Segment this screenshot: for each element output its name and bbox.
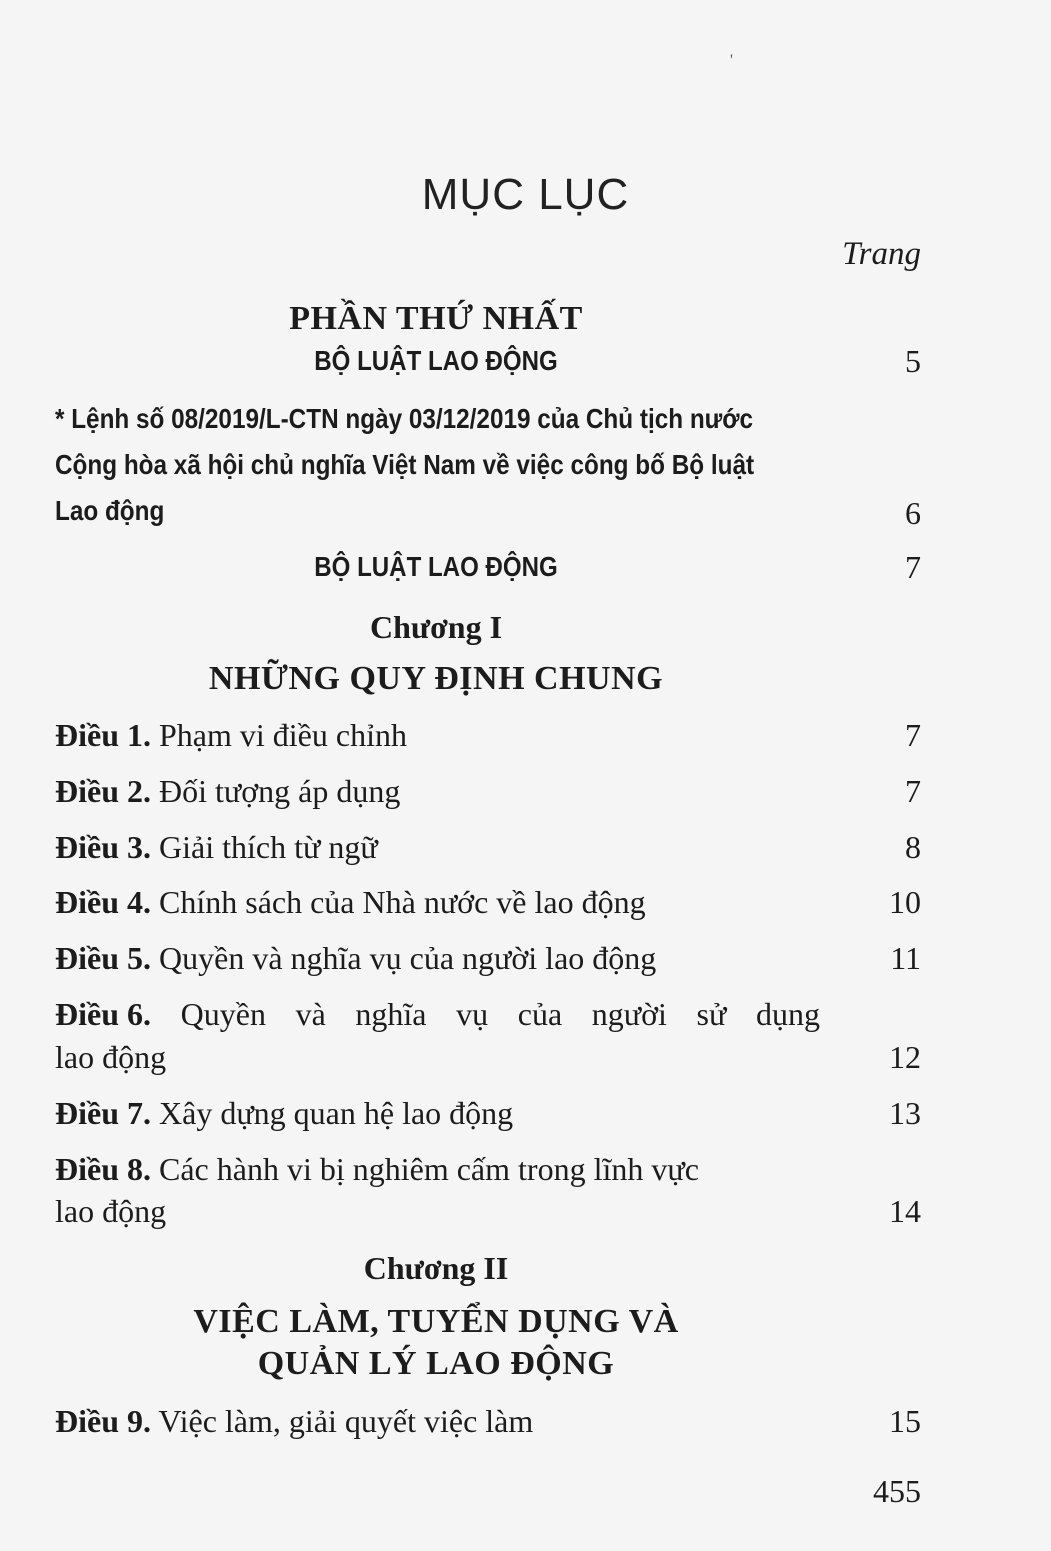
article-label: Điều 2. <box>55 773 151 809</box>
print-mark: ' <box>730 52 733 69</box>
article-word: nghĩa <box>355 996 427 1032</box>
article-title: Chính sách của Nhà nước về lao động <box>159 884 646 920</box>
article-title: Xây dựng quan hệ lao động <box>159 1095 514 1131</box>
article-word: của <box>517 996 563 1032</box>
order-note-line1: * Lệnh số 08/2019/L-CTN ngày 03/12/2019 của Chủ tịch nước <box>55 403 754 434</box>
page-number: 455 <box>873 1473 921 1509</box>
article-word: và <box>295 996 326 1032</box>
article-label: Điều 3. <box>55 829 151 865</box>
article-title: Các hành vi bị nghiêm cấm trong lĩnh vực <box>159 1151 699 1187</box>
article-label: Điều 6. <box>55 996 151 1032</box>
article-label: Điều 4. <box>55 884 151 920</box>
article-word: dụng <box>755 996 820 1032</box>
code-heading-page: 7 <box>905 549 921 585</box>
article-label: Điều 5. <box>55 940 151 976</box>
order-note-line2: Cộng hòa xã hội chủ nghĩa Việt Nam về việc công bố Bộ luật <box>55 449 755 480</box>
page-column-label: Trang <box>842 236 921 272</box>
article-6-continuation: lao động <box>55 1039 167 1075</box>
article-5-page: 11 <box>890 940 921 976</box>
toc-entry-article-5 <box>55 940 656 977</box>
chapter-2-title-line2: QUẢN LÝ LAO ĐỘNG <box>257 1345 615 1382</box>
part-subtitle: BỘ LUẬT LAO ĐỘNG <box>314 345 558 376</box>
chapter-1-title: NHỮNG QUY ĐỊNH CHUNG <box>208 660 664 697</box>
chapter-2-title-line1: VIỆC LÀM, TUYỂN DỤNG VÀ <box>193 1303 679 1340</box>
article-label: Điều 8. <box>55 1151 151 1187</box>
toc-entry-article-3 <box>55 829 378 866</box>
article-4-page: 10 <box>889 884 921 920</box>
article-8-continuation: lao động <box>55 1193 167 1229</box>
toc-entry-article-1 <box>55 717 407 754</box>
chapter-2-label: Chương II <box>363 1250 509 1286</box>
article-2-page: 7 <box>905 773 921 809</box>
article-label: Điều 7. <box>55 1095 151 1131</box>
page-title: MỤC LỤC <box>421 170 630 219</box>
article-title: Phạm vi điều chỉnh <box>159 717 407 753</box>
order-note-line3: Lao động <box>55 495 165 526</box>
article-title: Giải thích từ ngữ <box>159 829 378 865</box>
article-word: vụ <box>456 996 489 1032</box>
toc-entry-article-6 <box>55 996 820 1033</box>
part-title: PHẦN THỨ NHẤT <box>289 300 583 337</box>
order-note-page: 6 <box>905 495 921 531</box>
article-title: Việc làm, giải quyết việc làm <box>158 1403 534 1439</box>
article-word: người <box>591 996 667 1032</box>
article-label: Điều 1. <box>55 717 151 753</box>
article-title: Đối tượng áp dụng <box>159 773 401 809</box>
toc-entry-article-4 <box>55 884 646 921</box>
article-7-page: 13 <box>889 1095 921 1131</box>
article-3-page: 8 <box>905 829 921 865</box>
toc-entry-article-2 <box>55 773 400 810</box>
toc-entry-article-8 <box>55 1151 699 1188</box>
part-subtitle-page: 5 <box>905 343 921 379</box>
article-9-page: 15 <box>889 1403 921 1439</box>
article-6-page: 12 <box>889 1039 921 1075</box>
article-word: sử <box>696 996 727 1032</box>
code-heading: BỘ LUẬT LAO ĐỘNG <box>314 551 558 582</box>
article-1-page: 7 <box>905 717 921 753</box>
article-word: Quyền <box>180 996 266 1032</box>
toc-entry-article-9 <box>55 1403 533 1440</box>
toc-entry-article-7 <box>55 1095 513 1132</box>
article-8-page: 14 <box>889 1193 921 1229</box>
chapter-1-label: Chương I <box>369 609 503 645</box>
article-label: Điều 9. <box>55 1403 151 1439</box>
article-title: Quyền và nghĩa vụ của người lao động <box>159 940 657 976</box>
